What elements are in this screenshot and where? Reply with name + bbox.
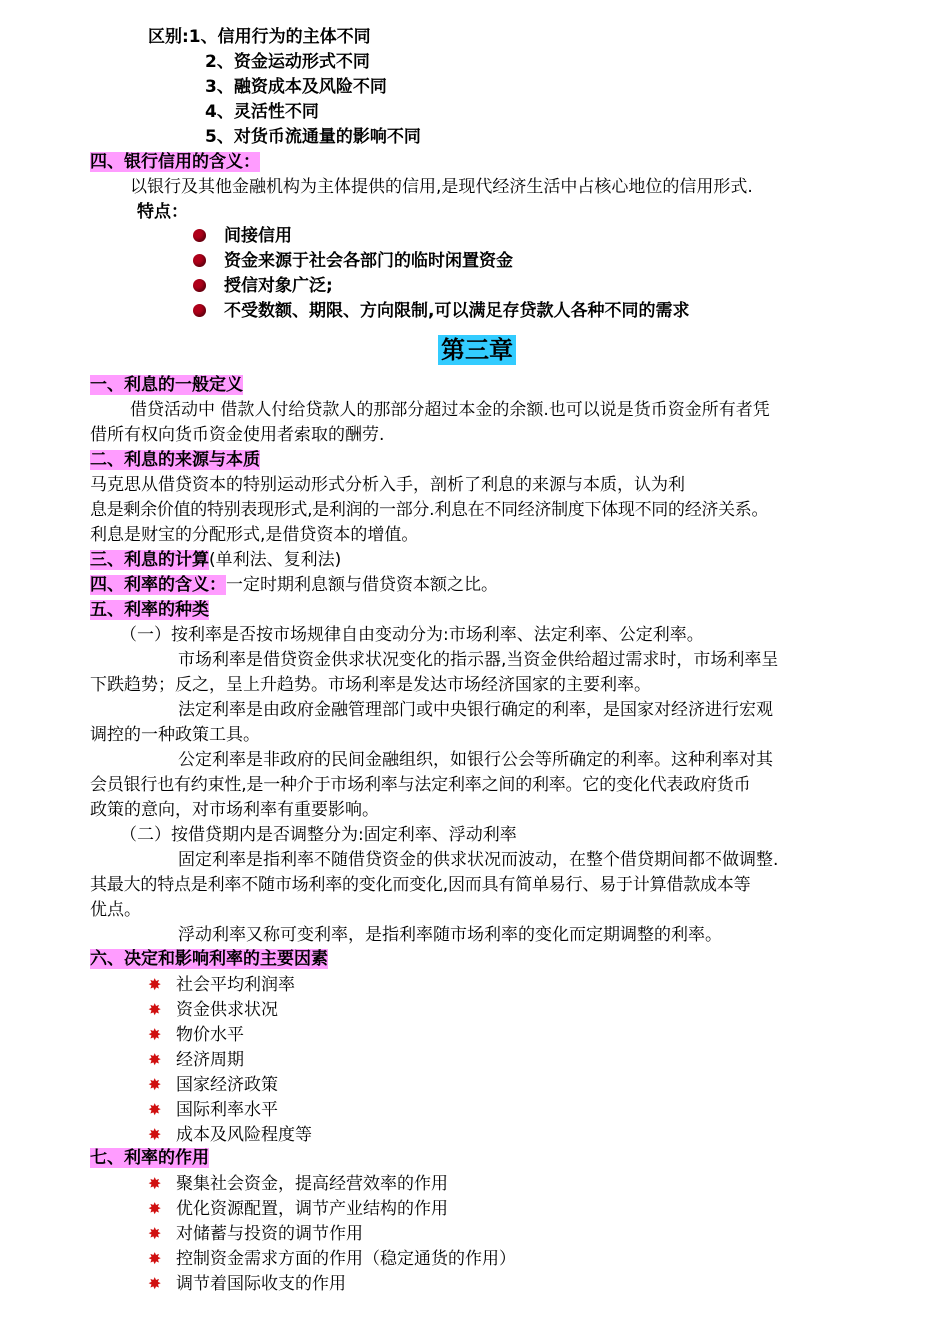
diff-title: 区别:1、信用行为的主体不同 xyxy=(148,27,371,47)
list-item: ✸ 对储蓄与投资的调节作用 xyxy=(148,1221,363,1246)
list-item: ✸ 社会平均利润率 xyxy=(148,972,295,997)
section-7-heading: 七、利率的作用 xyxy=(90,1148,209,1168)
star-bullet-icon: ✸ xyxy=(148,1249,162,1268)
bullet-dot-icon xyxy=(193,229,206,242)
list-item: ✸ 经济周期 xyxy=(148,1047,244,1072)
paragraph-line: 政策的意向，对市场利率有重要影响。 xyxy=(90,800,379,820)
bank-credit-heading: 四、银行信用的含义： xyxy=(90,152,260,172)
list-item: ✸ 控制资金需求方面的作用（稳定通货的作用） xyxy=(148,1246,516,1271)
paragraph-line: 借贷活动中 借款人付给贷款人的那部分超过本金的余额.也可以说是货币资金所有者凭 xyxy=(130,400,770,420)
list-item: ✸ 资金供求状况 xyxy=(148,997,278,1022)
diff-item: 3、融资成本及风险不同 xyxy=(205,77,387,97)
star-bullet-icon: ✸ xyxy=(148,1199,162,1218)
paragraph-line: 公定利率是非政府的民间金融组织，如银行公会等所确定的利率。这种利率对其 xyxy=(178,750,773,770)
paragraph-line: 利息是财宝的分配形式,是借贷资本的增值。 xyxy=(90,525,419,545)
star-bullet-icon: ✸ xyxy=(148,1050,162,1069)
features-label: 特点： xyxy=(137,202,188,222)
list-item: ✸ 调节着国际收支的作用 xyxy=(148,1271,346,1296)
section-3-heading: 三、利息的计算 xyxy=(90,550,209,570)
list-item: ✸ 优化资源配置，调节产业结构的作用 xyxy=(148,1196,448,1221)
star-bullet-icon: ✸ xyxy=(148,1174,162,1193)
section-5-heading: 五、利率的种类 xyxy=(90,600,209,620)
section-3-note: (单利法、复利法) xyxy=(209,550,342,570)
section-2-heading: 二、利息的来源与本质 xyxy=(90,450,260,470)
bank-credit-definition: 以银行及其他金融机构为主体提供的信用,是现代经济生活中占核心地位的信用形式. xyxy=(130,177,753,197)
paragraph-line: 固定利率是指利率不随借贷资金的供求状况而波动，在整个借贷期间都不做调整. xyxy=(178,850,779,870)
bullet-dot-icon xyxy=(193,279,206,292)
paragraph-line: 法定利率是由政府金融管理部门或中央银行确定的利率，是国家对经济进行宏观 xyxy=(178,700,773,720)
list-item: ✸ 物价水平 xyxy=(148,1022,244,1047)
star-bullet-icon: ✸ xyxy=(148,1125,162,1144)
section-1-heading: 一、利息的一般定义 xyxy=(90,375,243,395)
paragraph-line: （一）按利率是否按市场规律自由变动分为:市场利率、法定利率、公定利率。 xyxy=(120,625,704,645)
paragraph-line: 息是剩余价值的特别表现形式,是利润的一部分.利息在不同经济制度下体现不同的经济关系。 xyxy=(90,500,769,520)
star-bullet-icon: ✸ xyxy=(148,975,162,994)
feature-item: 间接信用 xyxy=(193,224,292,249)
star-bullet-icon: ✸ xyxy=(148,1000,162,1019)
star-bullet-icon: ✸ xyxy=(148,1100,162,1119)
paragraph-line: 市场利率是借贷资金供求状况变化的指示器,当资金供给超过需求时，市场利率呈 xyxy=(178,650,779,670)
paragraph-line: 下跌趋势；反之，呈上升趋势。市场利率是发达市场经济国家的主要利率。 xyxy=(90,675,651,695)
feature-item: 授信对象广泛; xyxy=(193,274,333,299)
paragraph-line: 马克思从借贷资本的特别运动形式分析入手，剖析了利息的来源与本质，认为利 xyxy=(90,475,685,495)
diff-item: 2、资金运动形式不同 xyxy=(205,52,370,72)
list-item: ✸ 国家经济政策 xyxy=(148,1072,278,1097)
feature-item: 不受数额、期限、方向限制,可以满足存贷款人各种不同的需求 xyxy=(193,299,689,324)
paragraph-line: 调控的一种政策工具。 xyxy=(90,725,260,745)
star-bullet-icon: ✸ xyxy=(148,1075,162,1094)
diff-item: 5、对货币流通量的影响不同 xyxy=(205,127,421,147)
star-bullet-icon: ✸ xyxy=(148,1025,162,1044)
chapter-title: 第三章 xyxy=(438,335,516,365)
star-bullet-icon: ✸ xyxy=(148,1274,162,1293)
paragraph-line: 借所有权向货币资金使用者索取的酬劳. xyxy=(90,425,385,445)
list-item: ✸ 国际利率水平 xyxy=(148,1097,278,1122)
paragraph-line: 其最大的特点是利率不随市场利率的变化而变化,因而具有简单易行、易于计算借款成本等 xyxy=(90,875,751,895)
list-item: ✸ 成本及风险程度等 xyxy=(148,1122,312,1147)
bullet-dot-icon xyxy=(193,304,206,317)
diff-item: 4、灵活性不同 xyxy=(205,102,319,122)
section-4-heading: 四、利率的含义： xyxy=(90,575,226,595)
star-bullet-icon: ✸ xyxy=(148,1224,162,1243)
section-4-text: 一定时期利息额与借贷资本额之比。 xyxy=(226,575,498,595)
paragraph-line: 会员银行也有约束性,是一种介于市场利率与法定利率之间的利率。它的变化代表政府货币 xyxy=(90,775,751,795)
bullet-dot-icon xyxy=(193,254,206,267)
paragraph-line: 优点。 xyxy=(90,900,141,920)
paragraph-line: （二）按借贷期内是否调整分为:固定利率、浮动利率 xyxy=(120,825,517,845)
feature-item: 资金来源于社会各部门的临时闲置资金 xyxy=(193,249,513,274)
section-6-heading: 六、决定和影响利率的主要因素 xyxy=(90,949,328,969)
list-item: ✸ 聚集社会资金，提高经营效率的作用 xyxy=(148,1171,448,1196)
paragraph-line: 浮动利率又称可变利率，是指利率随市场利率的变化而定期调整的利率。 xyxy=(178,925,722,945)
